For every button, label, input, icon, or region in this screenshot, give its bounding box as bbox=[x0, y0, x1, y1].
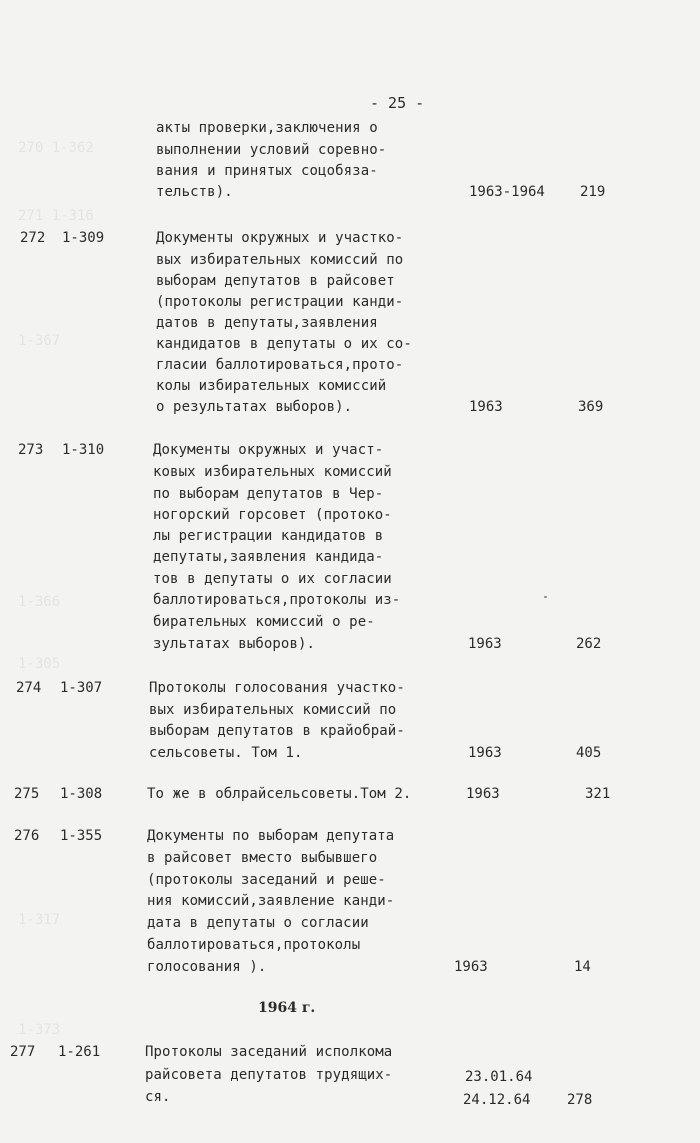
year-heading: 1964 г. bbox=[258, 1000, 316, 1016]
entry-sheet-count: 262 bbox=[576, 636, 602, 652]
entry-text-line: (протоколы заседаний и реше- bbox=[147, 872, 386, 888]
bleed-through-mark: 1-373 bbox=[18, 1022, 61, 1038]
bleed-through-mark: 1-305 bbox=[18, 656, 61, 672]
entry-sheet-count: 14 bbox=[574, 959, 591, 975]
entry-code: 1-355 bbox=[60, 828, 103, 844]
entry-text-line: Документы окружных и участко- bbox=[156, 230, 404, 246]
entry-sheet-count: 219 bbox=[580, 184, 606, 200]
entry-sheet-count: 321 bbox=[585, 786, 611, 802]
entry-code: 1-261 bbox=[58, 1044, 101, 1060]
entry-text-line: баллотироваться,протоколы из- bbox=[153, 592, 401, 608]
entry-text-line: (протоколы регистрации канди- bbox=[156, 294, 404, 310]
entry-number: 275 bbox=[14, 786, 40, 802]
entry-text-line: голосования ). bbox=[147, 959, 267, 975]
entry-text-line: лы регистрации кандидатов в bbox=[153, 528, 384, 544]
entry-text-line: бирательных комиссий о ре- bbox=[153, 614, 375, 630]
entry-date: 1963 bbox=[454, 959, 488, 975]
entry-sheet-count: 405 bbox=[576, 745, 602, 761]
entry-text-line: То же в облрайсельсоветы.Том 2. bbox=[147, 786, 412, 802]
entry-code: 1-309 bbox=[62, 230, 105, 246]
bleed-through-mark: 1-317 bbox=[18, 912, 61, 928]
entry-text-line: вых избирательных комиссий по bbox=[156, 252, 404, 268]
entry-text-line: по выборам депутатов в Чер- bbox=[153, 486, 384, 502]
entry-text-line: акты проверки,заключения о bbox=[156, 120, 378, 136]
ink-speck bbox=[544, 596, 547, 598]
entry-text-line: Документы окружных и участ- bbox=[153, 442, 384, 458]
entry-text-line: ковых избирательных комиссий bbox=[153, 464, 392, 480]
entry-text-line: гласии баллотироваться,прото- bbox=[156, 357, 404, 373]
entry-text-line: датов в депутаты,заявления bbox=[156, 315, 378, 331]
entry-date: 1963 bbox=[468, 636, 502, 652]
entry-number: 276 bbox=[14, 828, 40, 844]
bleed-through-mark: 1-367 bbox=[18, 333, 61, 349]
entry-text-line: баллотироваться,протоколы bbox=[147, 937, 361, 953]
entry-code: 1-307 bbox=[60, 680, 103, 696]
entry-text-line: зультатах выборов). bbox=[153, 636, 316, 652]
entry-number: 274 bbox=[16, 680, 42, 696]
entry-text-line: о результатах выборов). bbox=[156, 399, 353, 415]
entry-text-line: Протоколы заседаний исполкома bbox=[145, 1044, 393, 1060]
entry-text-line: выборам депутатов в крайобрай- bbox=[149, 723, 405, 739]
entry-text-line: сельсоветы. Том 1. bbox=[149, 745, 303, 761]
entry-text-line: кандидатов в депутаты о их со- bbox=[156, 336, 412, 352]
entry-number: 277 bbox=[10, 1044, 36, 1060]
entry-text-line: тов в депутаты о их согласии bbox=[153, 571, 392, 587]
entry-date: 1963 bbox=[468, 745, 502, 761]
entry-sheet-count: 278 bbox=[567, 1092, 593, 1108]
entry-text-line: тельств). bbox=[156, 184, 233, 200]
entry-code: 1-310 bbox=[62, 442, 105, 458]
entry-text-line: райсовета депутатов трудящих- bbox=[145, 1067, 393, 1083]
entry-text-line: ся. bbox=[145, 1089, 171, 1105]
entry-text-line: в райсовет вместо выбывшего bbox=[147, 850, 378, 866]
entry-text-line: Документы по выборам депутата bbox=[147, 828, 395, 844]
bleed-through-mark: 271 1-316 bbox=[18, 208, 94, 224]
entry-text-line: выборам депутатов в райсовет bbox=[156, 273, 395, 289]
entry-number: 273 bbox=[18, 442, 44, 458]
entry-text-line: вых избирательных комиссий по bbox=[149, 702, 397, 718]
entry-code: 1-308 bbox=[60, 786, 103, 802]
entry-date: 1963-1964 bbox=[469, 184, 545, 200]
entry-text-line: колы избирательных комиссий bbox=[156, 378, 387, 394]
entry-text-line: ния комиссий,заявление канди- bbox=[147, 893, 395, 909]
entry-text-line: депутаты,заявления кандида- bbox=[153, 549, 384, 565]
entry-date: 1963 bbox=[469, 399, 503, 415]
entry-date: 1963 bbox=[466, 786, 500, 802]
entry-date-end: 24.12.64 bbox=[463, 1092, 531, 1108]
entry-text-line: ногорский горсовет (протоко- bbox=[153, 507, 392, 523]
entry-text-line: Протоколы голосования участко- bbox=[149, 680, 405, 696]
entry-number: 272 bbox=[20, 230, 46, 246]
entry-text-line: дата в депутаты о согласии bbox=[147, 915, 369, 931]
page-number: - 25 - bbox=[370, 94, 425, 112]
bleed-through-mark: 270 1-362 bbox=[18, 140, 94, 156]
bleed-through-mark: 1-366 bbox=[18, 594, 61, 610]
entry-text-line: вания и принятых соцобяза- bbox=[156, 163, 378, 179]
entry-text-line: выполнении условий соревно- bbox=[156, 142, 387, 158]
entry-date-start: 23.01.64 bbox=[465, 1069, 533, 1085]
entry-sheet-count: 369 bbox=[578, 399, 604, 415]
